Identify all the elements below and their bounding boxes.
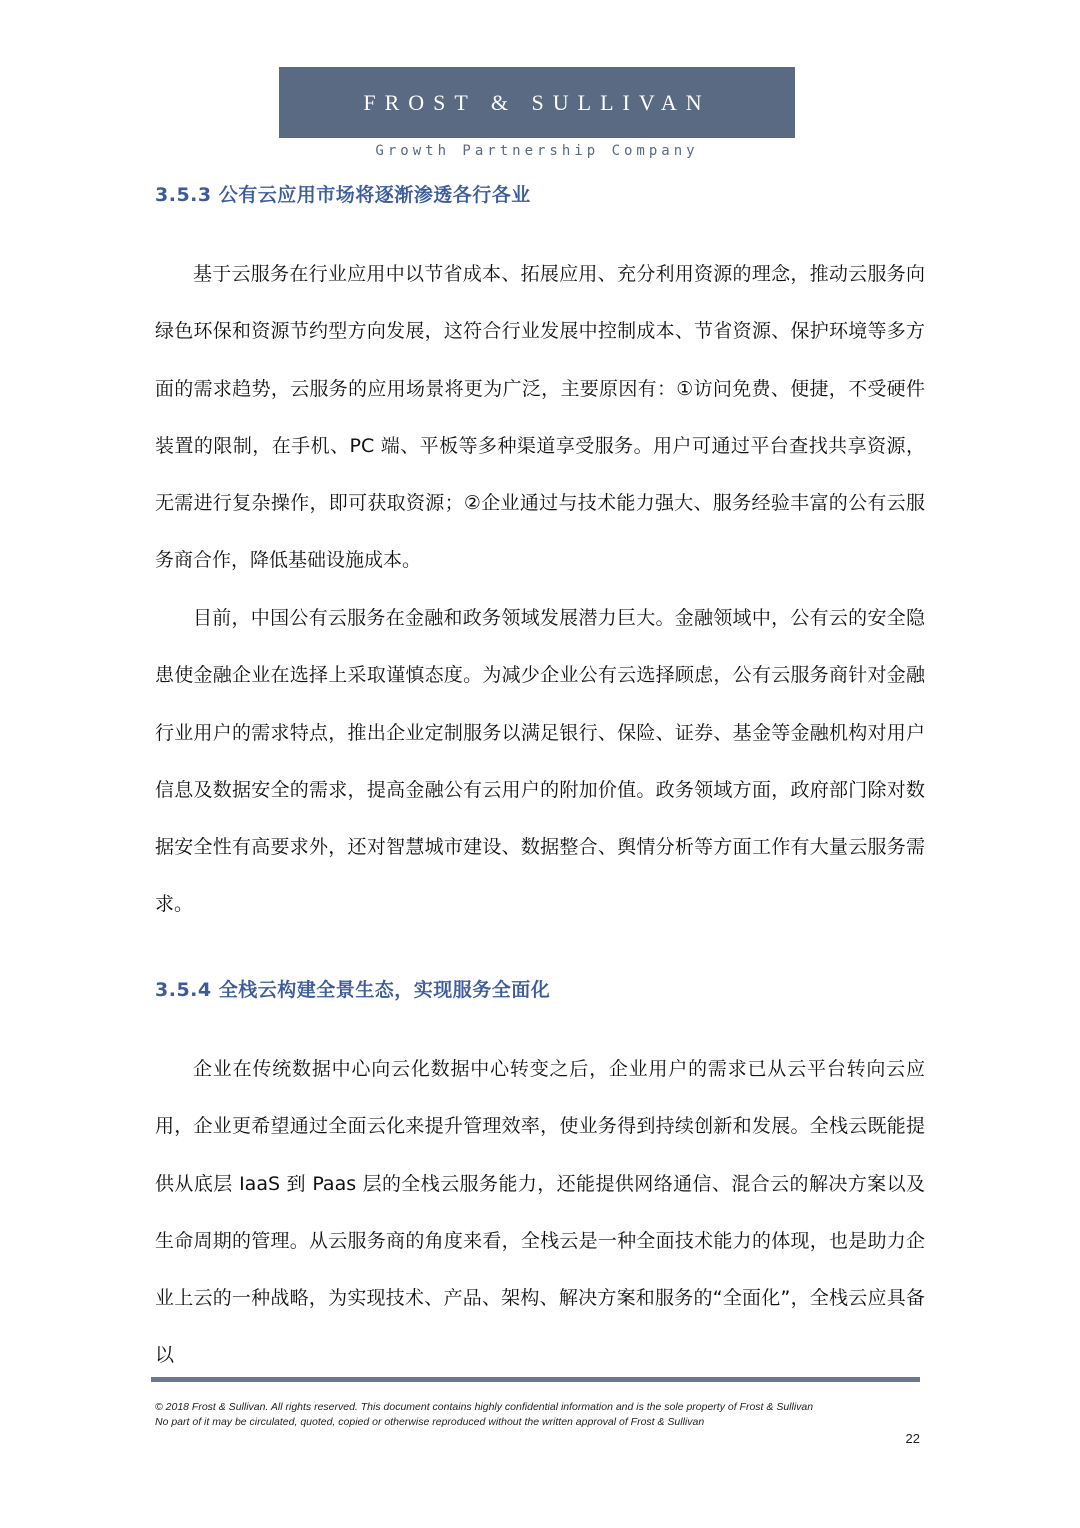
logo-tagline: Growth Partnership Company — [375, 143, 699, 159]
section-heading-3-5-4: 3.5.4 全栈云构建全景生态，实现服务全面化 — [155, 979, 551, 1001]
paragraph: 企业在传统数据中心向云化数据中心转变之后，企业用户的需求已从云平台转向云应用，企业更希望通过全面云化来提升管理效率，使业务得到持续创新和发展。全栈云既能提供从底层 IaaS 到 Paas 层的全栈云服务能力，还能提供网络通信、混合云的解决方案以及生命周期的管理。从云服务商的角度来看，全栈云是一种全面技术能力的体现，也是助力企业上云的一种战略，为实现技术、产品、架构、解决方案和服务的“全面化”，全栈云应具备以 — [155, 1058, 925, 1367]
footer-copyright — [155, 1400, 915, 1430]
paragraph: 基于云服务在行业应用中以节省成本、拓展应用、充分利用资源的理念，推动云服务向绿色环保和资源节约型方向发展，这符合行业发展中控制成本、节省资源、保护环境等多方面的需求趋势，云服务的应用场景将更为广泛，主要原因有：①访问免费、便捷，不受硬件装置的限制，在手机、PC 端、平板等多种渠道享受服务。用户可通过平台查找共享资源，无需进行复杂操作，即可获取资源；②企业通过与技术能力强大、服务经验丰富的公有云服务商合作，降低基础设施成本。 — [155, 263, 925, 572]
footer-divider — [151, 1377, 920, 1382]
frost-sullivan-logo — [279, 67, 795, 138]
section-heading-3-5-3: 3.5.3 公有云应用市场将逐渐渗透各行各业 — [155, 184, 531, 206]
copyright-line-2: No part of it may be circulated, quoted, copied or otherwise reproduced without the written approval of Frost & Sullivan — [155, 1416, 705, 1428]
page-number: 22 — [905, 1431, 920, 1446]
paragraph: 目前，中国公有云服务在金融和政务领域发展潜力巨大。金融领域中，公有云的安全隐患使金融企业在选择上采取谨慎态度。为减少企业公有云选择顾虑，公有云服务商针对金融行业用户的需求特点，推出企业定制服务以满足银行、保险、证券、基金等金融机构对用户信息及数据安全的需求，提高金融公有云用户的附加价值。政务领域方面，政府部门除对数据安全性有高要求外，还对智慧城市建设、数据整合、舆情分析等方面工作有大量云服务需求。 — [155, 607, 925, 916]
copyright-line-1: © 2018 Frost & Sullivan. All rights reserved. This document contains highly confidential information and is the sole property of Frost & Sullivan — [155, 1401, 814, 1413]
logo-text: FROST & SULLIVAN — [363, 89, 711, 115]
